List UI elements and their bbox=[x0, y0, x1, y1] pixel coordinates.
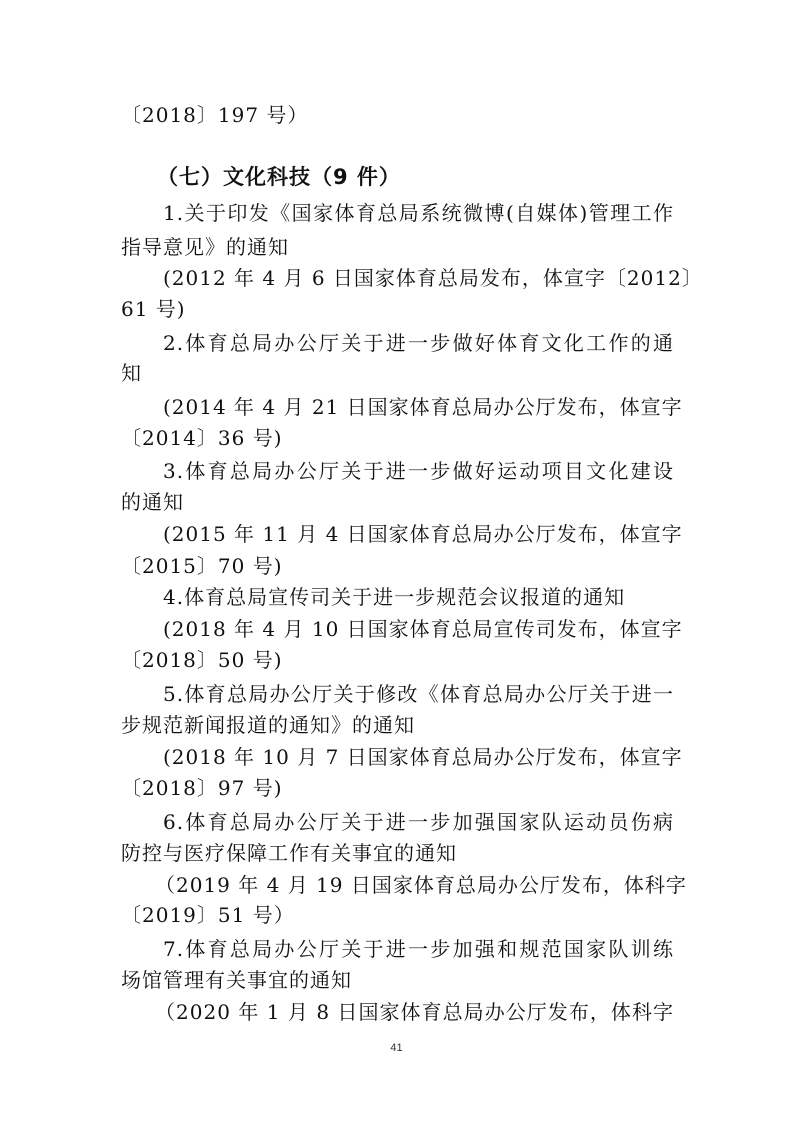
line-text: 4.体育总局宣传司关于进一步规范会议报道的通知 bbox=[163, 585, 626, 609]
page-number: 41 bbox=[390, 1042, 403, 1054]
line-text: (2018 年 10 月 7 日国家体育总局办公厅发布，体宣字 bbox=[163, 745, 683, 769]
section-heading bbox=[0, 160, 793, 194]
item-source-line bbox=[0, 643, 793, 677]
item-source-line bbox=[0, 261, 793, 295]
section-heading-text: （七）文化科技（9 件） bbox=[157, 165, 401, 189]
item-source-line bbox=[0, 771, 793, 805]
item-title-line bbox=[0, 196, 793, 230]
item-source-line bbox=[0, 868, 793, 902]
line-text: (2012 年 4 月 6 日国家体育总局发布，体宣字〔2012〕 bbox=[163, 266, 703, 290]
line-text: 场馆管理有关事宜的通知 bbox=[121, 968, 352, 992]
item-source-line bbox=[0, 612, 793, 646]
line-text: （2020 年 1 月 8 日国家体育总局办公厅发布，体科字 bbox=[155, 1000, 674, 1024]
item-source-line bbox=[0, 292, 793, 326]
item-title-line bbox=[0, 485, 793, 519]
item-source-line bbox=[0, 390, 793, 424]
line-text: 步规范新闻报道的通知》的通知 bbox=[121, 713, 415, 737]
line-text: (2018 年 4 月 10 日国家体育总局宣传司发布，体宣字 bbox=[163, 617, 683, 641]
line-text: 防控与医疗保障工作有关事宜的通知 bbox=[121, 841, 457, 865]
item-title-line bbox=[0, 580, 793, 614]
line-text: 〔2018〕50 号) bbox=[121, 648, 283, 672]
line-text: 6.体育总局办公厅关于进一步加强国家队运动员伤病 bbox=[163, 810, 674, 834]
item-source-line bbox=[0, 898, 793, 932]
item-source-line bbox=[0, 740, 793, 774]
line-text: 7.体育总局办公厅关于进一步加强和规范国家队训练 bbox=[163, 937, 674, 961]
item-title-line bbox=[0, 836, 793, 870]
item-title-line bbox=[0, 932, 793, 966]
line-text: 2.体育总局办公厅关于进一步做好体育文化工作的通 bbox=[163, 331, 674, 355]
line-text: 的通知 bbox=[121, 490, 184, 514]
item-title-line bbox=[0, 230, 793, 264]
line-text: 1.关于印发《国家体育总局系统微博(自媒体)管理工作 bbox=[163, 201, 674, 225]
item-source-line bbox=[0, 421, 793, 455]
text-line bbox=[0, 98, 793, 132]
item-source-line bbox=[0, 517, 793, 551]
item-title-line bbox=[0, 963, 793, 997]
line-text: 5.体育总局办公厅关于修改《体育总局办公厅关于进一 bbox=[163, 682, 674, 706]
item-source-line bbox=[0, 549, 793, 583]
item-title-line bbox=[0, 326, 793, 360]
line-text: 〔2014〕36 号) bbox=[121, 426, 283, 450]
line-text: 61 号) bbox=[121, 297, 186, 321]
item-title-line bbox=[0, 356, 793, 390]
line-text: (2015 年 11 月 4 日国家体育总局办公厅发布，体宣字 bbox=[163, 522, 683, 546]
line-text: （2019 年 4 月 19 日国家体育总局办公厅发布，体科字 bbox=[155, 873, 687, 897]
item-title-line bbox=[0, 454, 793, 488]
item-source-line bbox=[0, 995, 793, 1029]
line-text: (2014 年 4 月 21 日国家体育总局办公厅发布，体宣字 bbox=[163, 395, 683, 419]
line-text: 3.体育总局办公厅关于进一步做好运动项目文化建设 bbox=[163, 459, 674, 483]
line-text: 〔2018〕97 号) bbox=[121, 776, 283, 800]
item-title-line bbox=[0, 708, 793, 742]
item-title-line bbox=[0, 805, 793, 839]
line-text: 〔2019〕51 号） bbox=[121, 903, 295, 927]
line-text: 〔2018〕197 号） bbox=[121, 103, 309, 127]
line-text: 〔2015〕70 号) bbox=[121, 554, 283, 578]
line-text: 知 bbox=[121, 361, 142, 385]
line-text: 指导意见》的通知 bbox=[121, 235, 289, 259]
item-title-line bbox=[0, 677, 793, 711]
